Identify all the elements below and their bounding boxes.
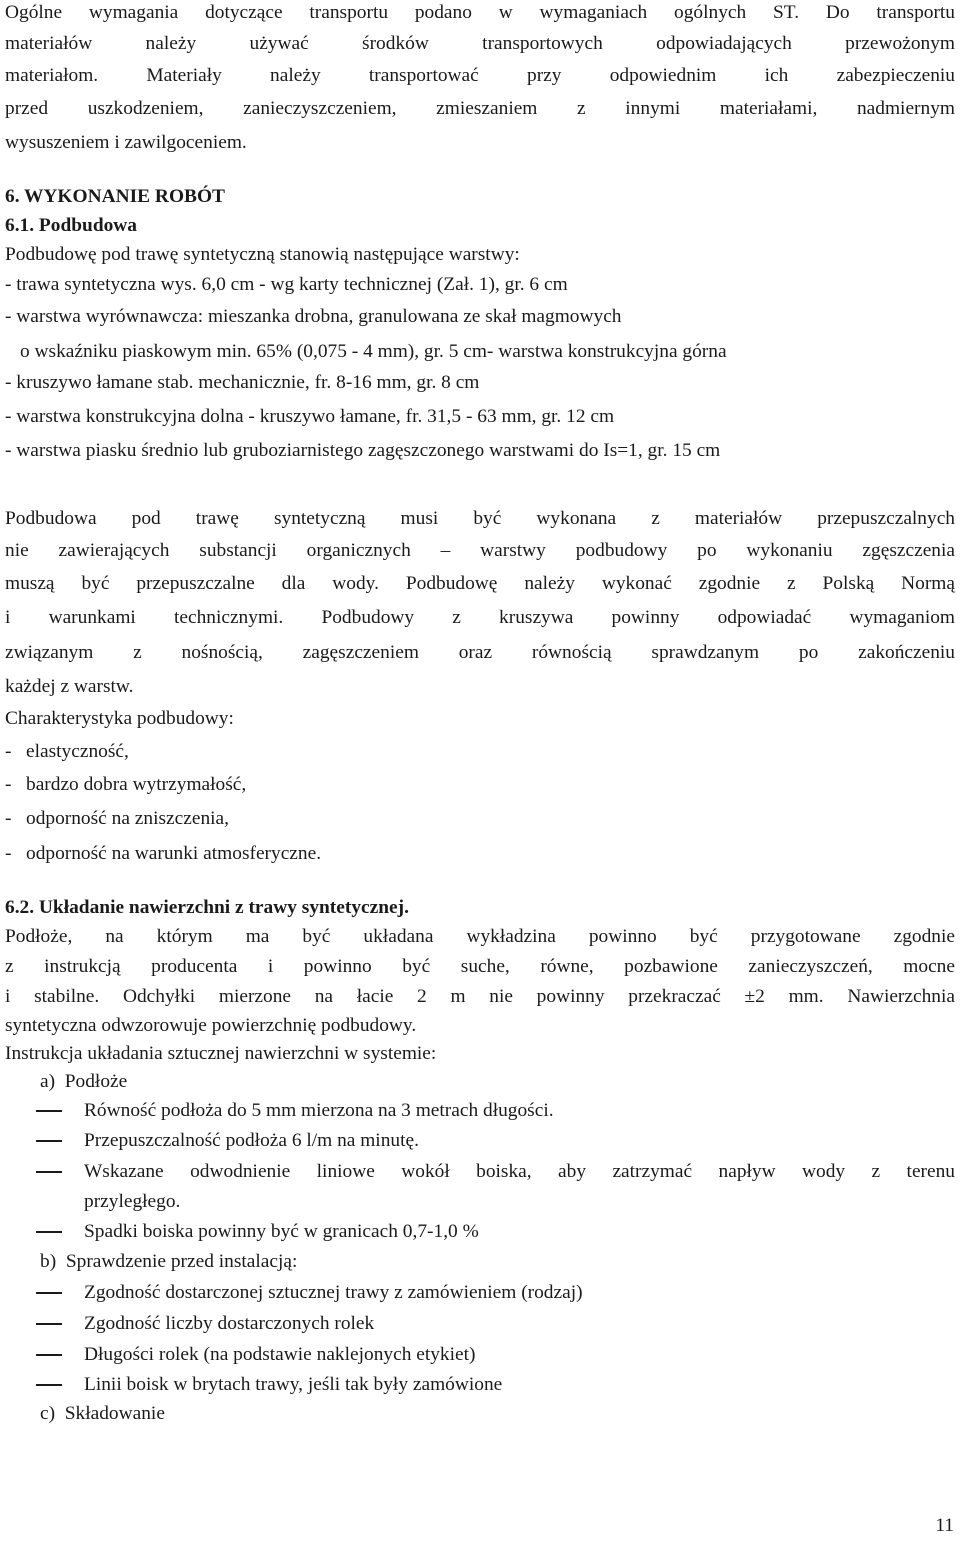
layers-intro: Podbudowę pod trawę syntetyczną stanowią następujące warstwy:: [5, 244, 520, 265]
para2-line-1: Podbudowa pod trawę syntetyczną musi być wykonana z materiałów przepuszczalnych: [5, 508, 955, 529]
list-a-item: [36, 1128, 955, 1154]
list-a-item: [36, 1219, 955, 1245]
intro-line-2: materiałów należy używać środków transportowych odpowiadających przewożonym: [5, 33, 955, 54]
dash-bullet-icon: [36, 1323, 62, 1325]
list-b-label: b) Sprawdzenie przed instalacją:: [40, 1251, 298, 1272]
para3-line-1: Podłoże, na którym ma być układana wykładzina powinno być przygotowane zgodnie: [5, 926, 955, 947]
intro-line-5: wysuszeniem i zawilgoceniem.: [5, 132, 247, 153]
section-6-2-heading: 6.2. Układanie nawierzchni z trawy syntetycznej.: [5, 897, 409, 918]
para2-line-4: i warunkami technicznymi. Podbudowy z kruszywa powinny odpowiadać wymaganiom: [5, 607, 955, 628]
list-b-item-text: Zgodność dostarczonej sztucznej trawy z zamówieniem (rodzaj): [84, 1282, 583, 1303]
layer-item: - trawa syntetyczna wys. 6,0 cm - wg karty technicznej (Zał. 1), gr. 6 cm: [5, 274, 568, 295]
dash-bullet-icon: [36, 1354, 62, 1356]
para2-line-5: związanym z nośnością, zagęszczeniem oraz równością sprawdzanym po zakończeniu: [5, 642, 955, 663]
para2-line-6: każdej z warstw.: [5, 676, 134, 697]
layer-item: - warstwa wyrównawcza: mieszanka drobna, granulowana ze skał magmowych: [5, 306, 622, 327]
list-a-item-text: Przepuszczalność podłoża 6 l/m na minutę.: [84, 1130, 419, 1151]
para3-line-2: z instrukcją producenta i powinno być suche, równe, pozbawione zanieczyszczeń, mocne: [5, 956, 955, 977]
list-a-item-text: Wskazane odwodnienie liniowe wokół boiska, aby zatrzymać napływ wody z terenu: [84, 1161, 955, 1182]
layer-item: - warstwa piasku średnio lub gruboziarnistego zagęszczonego warstwami do Is=1, gr. 15 cm: [5, 440, 721, 461]
list-b-item-text: Zgodność liczby dostarczonych rolek: [84, 1313, 375, 1334]
dash-bullet-icon: [36, 1231, 62, 1233]
characteristics-item: - odporność na warunki atmosferyczne.: [5, 843, 322, 864]
list-a-item: [36, 1159, 955, 1185]
section-6-1-heading: 6.1. Podbudowa: [5, 215, 138, 236]
dash-bullet-icon: [36, 1292, 62, 1294]
dash-bullet-icon: [36, 1384, 62, 1386]
intro-line-3: materiałom. Materiały należy transportować przy odpowiednim ich zabezpieczeniu: [5, 65, 955, 86]
list-b-item-text: Długości rolek (na podstawie naklejonych etykiet): [84, 1344, 476, 1365]
para3-line-3: i stabilne. Odchyłki mierzone na łacie 2 m nie powinny przekraczać ±2 mm. Nawierzchnia: [5, 986, 955, 1007]
layer-item: - warstwa konstrukcyjna dolna - kruszywo łamane, fr. 31,5 - 63 mm, gr. 12 cm: [5, 406, 615, 427]
section-6-heading: 6. WYKONANIE ROBÓT: [5, 186, 225, 207]
list-a-item-text: Równość podłoża do 5 mm mierzona na 3 metrach długości.: [84, 1100, 554, 1121]
dash-bullet-icon: [36, 1171, 62, 1173]
dash-bullet-icon: [36, 1110, 62, 1112]
dash-bullet-icon: [36, 1140, 62, 1142]
intro-line-4: przed uszkodzeniem, zanieczyszczeniem, zmieszaniem z innymi materiałami, nadmiernym: [5, 98, 955, 119]
list-b-item: [36, 1311, 955, 1337]
layer-item: - kruszywo łamane stab. mechanicznie, fr. 8-16 mm, gr. 8 cm: [5, 372, 480, 393]
characteristics-item: - bardzo dobra wytrzymałość,: [5, 774, 247, 795]
para2-line-2: nie zawierających substancji organicznych – warstwy podbudowy po wykonaniu zgęszczenia: [5, 540, 955, 561]
list-a-item: [36, 1098, 955, 1124]
characteristics-heading: Charakterystyka podbudowy:: [5, 708, 234, 729]
layer-item: o wskaźniku piaskowym min. 65% (0,075 - 4 mm), gr. 5 cm- warstwa konstrukcyjna górna: [20, 341, 727, 362]
list-b-item: [36, 1280, 955, 1306]
para2-line-3: muszą być przepuszczalne dla wody. Podbudowę należy wykonać zgodnie z Polską Normą: [5, 573, 955, 594]
page-number: 11: [935, 1515, 954, 1536]
list-a-label: a) Podłoże: [40, 1071, 128, 1092]
instruction-heading: Instrukcja układania sztucznej nawierzchni w systemie:: [5, 1043, 437, 1064]
list-c-label: c) Składowanie: [40, 1403, 165, 1424]
characteristics-item: - elastyczność,: [5, 741, 129, 762]
list-b-item: [36, 1342, 955, 1368]
characteristics-item: - odporność na zniszczenia,: [5, 808, 229, 829]
list-a-item-continuation: przyległego.: [84, 1191, 181, 1212]
intro-line-1: Ogólne wymagania dotyczące transportu podano w wymaganiach ogólnych ST. Do transportu: [5, 2, 955, 23]
para3-line-4: syntetyczna odwzorowuje powierzchnię podbudowy.: [5, 1015, 417, 1036]
list-b-item-text: Linii boisk w brytach trawy, jeśli tak były zamówione: [84, 1374, 503, 1395]
list-b-item: [36, 1372, 955, 1398]
list-a-item-text: Spadki boiska powinny być w granicach 0,7-1,0 %: [84, 1221, 479, 1242]
